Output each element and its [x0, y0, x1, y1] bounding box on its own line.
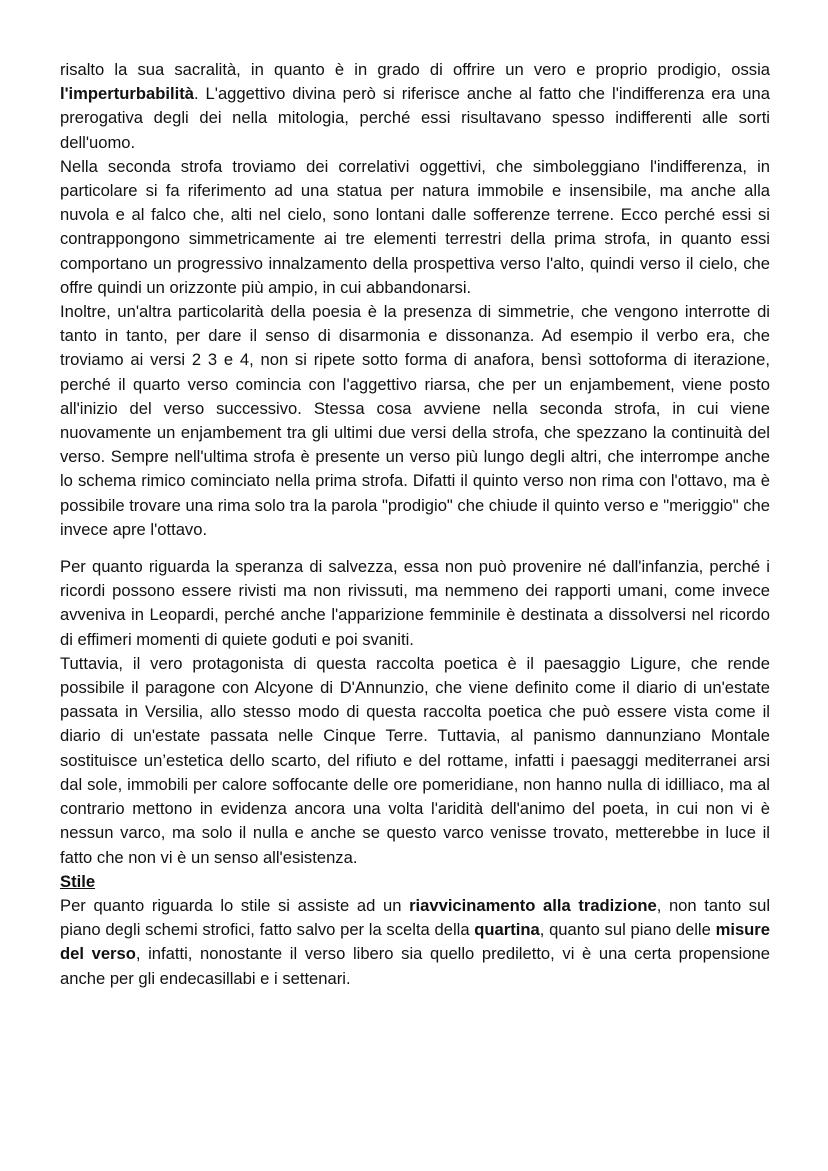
- paragraph-1-bold: l'imperturbabilità: [60, 84, 194, 104]
- paragraph-6-bold-1: riavvicinamento alla tradizione: [409, 895, 657, 915]
- paragraph-6-text-e: , quanto sul piano delle: [539, 920, 716, 940]
- paragraph-6-text-c: , non tanto sul piano degli schemi strofici, fatto salvo per la scelta della: [60, 895, 771, 940]
- paragraph-6-bold-3: misure del verso: [60, 920, 770, 964]
- paragraph-4: Per quanto riguarda la speranza di salvezza, essa non può provenire né dall'infanzia, perché i ricordi possono essere rivisti ma non rivissuti, ma nemmeno dei rapporti umani, come invece avveniva in Leopardi, perché anche l'apparizione femminile è destinata a dissolversi nel ricordo di effimeri momenti di quiete goduti e poi svaniti.: [60, 557, 770, 649]
- paragraph-5: Tuttavia, il vero protagonista di questa raccolta poetica è il paesaggio Ligure, che rende possibile il paragone con Alcyone di D'Annunzio, che viene definito come il diario di un'estate passata in Versilia, allo stesso modo di questa raccolta poetica che può essere vista come il diario di un'estate passata nelle Cinque Terre. Tuttavia, al panismo dannunziano Montale sostituisce un’estetica dello scarto, del rifiuto e del rottame, infatti i paesaggi mediterranei arsi dal sole, immobili per calore soffocante delle ore pomeridiane, non hanno nulla di idilliaco, ma al contrario mettono in evidenza ancora una volta l'aridità dell'animo del poeta, in cui non vi è nessun varco, ma solo il nulla e anche se questo varco venisse trovato, metterebbe in luce il fatto che non vi è un senso all'esistenza.: [60, 653, 770, 867]
- document-page: [60, 58, 770, 991]
- section-heading-stile: Stile: [60, 871, 96, 891]
- paragraph-1-text-c: . L'aggettivo divina però si riferisce anche al fatto che l'indifferenza era una prerogativa degli dei nella mitologia, perché essi risultavano spesso indifferenti alle sorti dell'uomo.: [60, 84, 770, 152]
- paragraph-1: [60, 58, 770, 155]
- paragraph-6-text-a: Per quanto riguarda lo stile si assiste ad un: [60, 895, 410, 915]
- paragraph-6-text-g: , infatti, nonostante il verso libero sia quello prediletto, vi è una certa propensione anche per gli endecasillabi e i settenari.: [60, 944, 771, 988]
- paragraph-6-bold-2: quartina: [474, 920, 540, 940]
- paragraph-1-text-a: risalto la sua sacralità, in quanto è in grado di offrire un vero e proprio prodigio, ossia: [60, 60, 770, 79]
- paragraph-3: Inoltre, un'altra particolarità della poesia è la presenza di simmetrie, che vengono interrotte di tanto in tanto, per dare il senso di disarmonia e dissonanza. Ad esempio il verbo era, che troviamo ai versi 2 3 e 4, non si ripete sotto forma di anafora, bensì sottoforma di iterazione, perché il quarto verso comincia con l'aggettivo riarsa, che per un enjambement, viene posto all'inizio del verso successivo. Stessa cosa avviene nella seconda strofa, in cui viene nuovamente un enjambement tra gli ultimi due versi della strofa, che spezzano la continuità del verso. Sempre nell'ultima strofa è presente un verso più lungo degli altri, che interrompe anche lo schema rimico cominciato nella prima strofa. Difatti il quinto verso non rima con l'ottavo, ma è possibile trovare una rima solo tra la parola "prodigio" che chiude il quinto verso e "meriggio" che invece apre l'ottavo.: [60, 302, 770, 539]
- paragraph-2: Nella seconda strofa troviamo dei correlativi oggettivi, che simboleggiano l'indifferenza, in particolare si fa riferimento ad una statua per natura immobile e insensibile, ma anche alla nuvola e al falco che, alti nel cielo, sono lontani dalle sofferenze terrene. Ecco perché essi si contrappongono simmetricamente ai tre elementi terrestri della prima strofa, in quanto essi comportano un progressivo innalzamento della prospettiva verso l'alto, quindi verso il cielo, che offre quindi un orizzonte più ampio, in cui abbandonarsi.: [60, 156, 770, 297]
- paragraph-6: [60, 894, 770, 991]
